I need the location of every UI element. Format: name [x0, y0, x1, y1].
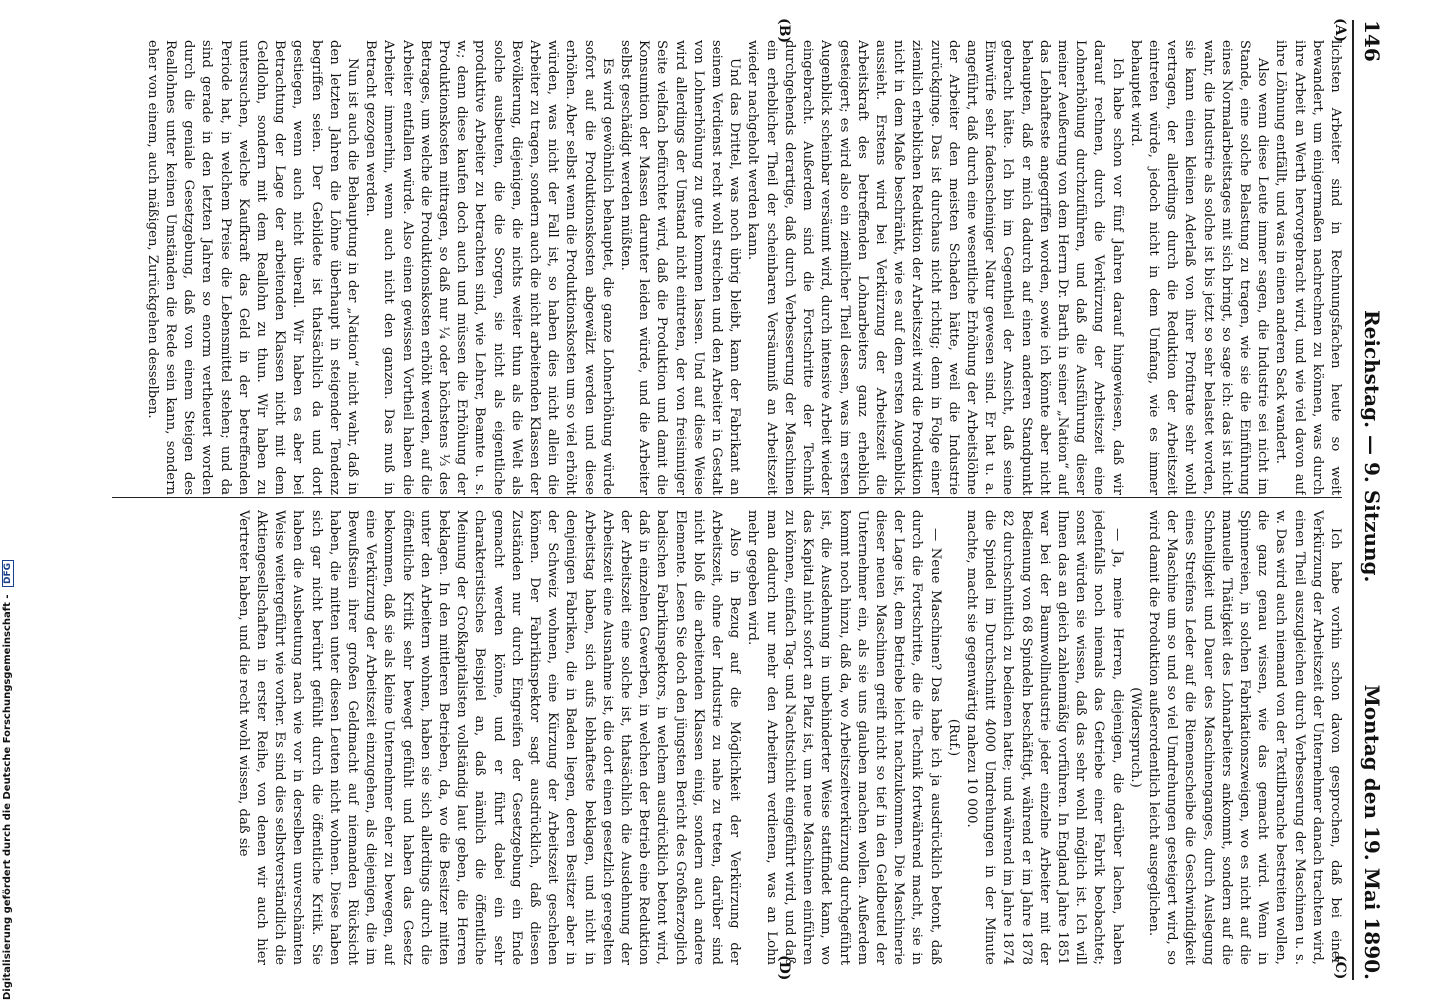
paragraph: Und das Drittel, was noch übrig bleibt, kann der Fabrikant an seinem Verdienst recht wohl streichen und den Arbeiter in Gestalt von Lohnerhöhung zu gute kommen lassen. Und auf diese Weise wird allerdings der Umstand nicht eintreten, der von freisinniger Seite vielfach befürchtet wird, daß die Produktion und damit die Konsumtion der Massen darunter leiden würde, und die Arbeiter selbst geschädigt werden müßten.: [618, 40, 743, 495]
margin-marker-c: (C): [1332, 955, 1348, 980]
header-rule: [1352, 20, 1354, 980]
interjection: (Widerspruch.): [1127, 687, 1143, 788]
left-column: [114, 40, 1344, 495]
credit-text: Digitalisierung gefördert durch die Deutsche Forschungsgemeinschaft -: [2, 594, 13, 1000]
paragraph: Nun ist auch die Behauptung in der „Nation“ nicht wahr, daß in den letzten Jahren die Löhne überhaupt in steigender Tendenz begriffen seien. Der Gebildete ist thatsächlich da und dort gestiegen, wenn auch nicht überall. Wir haben es aber bei Betrachtung der Lage der arbeitenden Klassen nicht mit dem Geldlohn, sondern mit dem Reallohn zu thun. Wir haben zu untersuchen, welche Kaufkraft das Geld in der betreffenden Periode hat, in welchem Preise die Lebensmittel stehen; und da sind gerade in den letzten Jahren so enorm vertheuert worden durch die geniale Gesetzgebung, daß von einem Steigen des Reallohnes unter keinen Umständen die Rede sein kann, sondern eher von einem, auch mäßigen, Zurückgehen desselben.: [144, 40, 361, 495]
digitization-credit: [2, 562, 18, 1000]
column-rule: [112, 497, 1342, 498]
paragraph: Also in Bezug auf die Möglichkeit der Verkürzung der Arbeitszeit, ohne der Industrie zu nahe zu treten, darüber sind nicht bloß die arbeitenden Klassen einig, sondern auch andere Elemente. Lesen Sie doch den jüngsten Bericht des Großherzoglich badischen Fabrikinspektors, in welchem ausdrücklich betont wird, daß in einzelnen Gewerben, in welchen der Betrieb eine Reduktion der Arbeitszeit eine solche ist, thatsächlich die Ausdehnung der Arbeitszeit eine Ausnahme ist, die dort einen gesetzlich geregelten Arbeitstag haben, sich aufs lebhafteste beklagen, und nicht in denjenigen Fabriken, die in Baden liegen, deren Besitzer aber in der Schweiz wohnen, eine Kürzung der Arbeitszeit geschehen können. Der Fabrikinspektor sagt ausdrücklich, daß diesen Zuständen nur durch Eingreifen der Gesetzgebung ein Ende gemacht werden könne, und er führt dabei ein sehr charakteristisches Beispiel an, daß nämlich die öffentliche Meinung der Großkapitalisten vollständig laut geben, die Herren beklagen. In den mittleren Betrieben, da, wo die Besitzer mitten unter den Arbeitern wohnen, haben sie sich allerdings durch die öffentliche Kritik sehr bewegt gefühlt und haben das Gesetz bekommen, daß sie als kleine Unternehmer eher zu bewegen, auf eine Verkürzung der Arbeitszeit einzugehen, als diejenigen, die im Bewußtsein ihrer großen Geldmacht auf niemanden Rücksicht haben, die mitten unter diesen Leuten nicht wohnen. Diese haben sich gar nicht berührt gefühlt durch die öffentliche Kritik. Sie haben die Ausbeutung nach wie vor in derselben unverschämten Weise weitergeführt wie vorher. Es sind dies selbstverständlich die Aktiengesellschaften in erster Reihe, von denen wir auch hier Vertreter haben, und die recht wohl wissen, daß sie: [235, 510, 743, 965]
margin-marker-b: (B): [776, 18, 792, 44]
paragraph: lichsten Arbeiter sind in Rechnungsfachen heute so weit bewandert, um einigermaßen nachrechnen zu können, was durch ihre Arbeit an Werth hervorgebracht wird, und wie viel davon auf ihre Löhnung entfällt, und was in einen anderen Sack wandert.: [1273, 40, 1343, 495]
session-date: Montag den 19. Mai 1890.: [1360, 684, 1384, 980]
paragraph: Es wird gewöhnlich behauptet, die ganze Lohnerhöhung würde sofort auf die Produktionskosten abgewälzt werden und diese erhöhen. Aber selbst wenn die Produktionskosten um so viel erhöht würden, was nicht der Fall ist, so haben dies nicht allein die Arbeiter zu tragen, sondern auch die nicht arbeitenden Klassen der Bevölkerung, diejenigen, die nichts weiter thun als die Welt als solche ausbeuten, die die Sorgen, sie nicht als eigentliche produktive Arbeiter zu betrachten sind, wie Lehrer, Beamte u. s. w.; denn diese kaufen doch auch und müssen die Erhöhung der Produktionskosten mittragen, so daß nur ¼ oder höchstens ⅓ des Betrages, um welche die Produktionskosten erhöht werden, auf die Arbeiter entfallen würde. Also einen gewissen Vortheil haben die Arbeiter immerhin, wenn auch nicht den ganzen. Das muß in Betracht gezogen werden.: [363, 40, 615, 495]
margin-marker-d: (D): [776, 955, 792, 981]
paragraph: Ich habe schon vor fünf Jahren darauf hingewiesen, daß wir darauf rechnen, durch die Verkürzung der Arbeitszeit eine Lohnerhöhung durchzuführen, und daß die Ausführung dieser meiner Aeußerung von dem Herrn Dr. Barth in seiner „Nation“ auf das Lebhafteste angegriffen worden, sowie ich könnte aber nicht behaupten, daß er mich dadurch auf einen anderen Standpunkt gebracht hätte. Ich bin im Gegentheil der Ansicht, daß seine Einwürfe sehr fadenscheiniger Natur gewesen sind. Er hat u. a. angeführt, daß durch eine wesentliche Erhöhung der Arbeitslöhne der Arbeiter den meisten Schaden hätte, weil die Industrie zurückginge. Das ist durchaus nicht richtig; denn in Folge einer ziemlich erheblichen Reduktion der Arbeitszeit wird die Produktion nicht in dem Maße beschränkt, wie es auf dem ersten Augenblick aussieht. Erstens wird bei Verkürzung der Arbeitszeit die Arbeitskraft des betreffenden Lohnarbeiters ganz erheblich gesteigert; es wird also ein ziemlicher Theil dessen, was im ersten Augenblick scheinbar versäumt wird, durch intensive Arbeit wieder eingebracht. Außerdem sind die Fortschritte der Technik durchgehends derartige, daß durch Verbesserung der Maschinen ein erheblicher Theil der scheinbaren Versäumniß an Arbeitszeit wieder nachgeholt werden kann.: [745, 40, 1125, 495]
paragraph: — Neue Maschinen? Das habe ich ja ausdrücklich betont, daß durch die Fortschritte, die die Technik fortwährend macht, sie in der Lage ist, dem Betriebe leicht nachzukommen. Die Maschinerie dieser neuen Maschinen greift nicht so tief in den Geldbeutel der Unternehmer ein, als sie uns glauben machen wollen. Außerdem kommt noch hinzu, daß da, wo Arbeitszeitverkürzung durchgeführt ist, die Ausdehnung in unbehinderter Weise stattfindet kann, wo das Kapital nicht sofort an Platz ist, um neue Maschinen einführen zu können, einfach Tag- und Nachtschicht eingeführt wird, und daß man dadurch nur mehr den Arbeitern verdienen, was an Lohn mehr gegeben wird.: [745, 510, 943, 965]
rotated-page-content: [102, 20, 1392, 980]
dfg-logo: DFG: [2, 560, 14, 587]
page-header: [1352, 20, 1392, 980]
page-number: 146: [1360, 20, 1384, 62]
paragraph: Also wenn diese Leute immer sagen, die Industrie sei nicht im Stande, eine solche Belastung zu tragen, wie sie die Einführung eines Normalarbeitstages mit sich bringt, so sage ich: das ist nicht wahr, die Industrie als solche ist bis jetzt so sehr belastet worden, sie kann einen kleinen Aderlaß von ihrer Profitrate sehr wohl vertragen, der allerdings durch die Reduktion der Arbeitszeit eintreten würde, jedoch nicht in dem Umfang, wie es immer behauptet wird.: [1127, 40, 1271, 495]
paragraph: — Ja, meine Herren, diejenigen, die darüber lachen, haben jedenfalls noch niemals das Getriebe einer Fabrik beobachtet; sonst würden sie wissen, daß das sehr wohl möglich ist. Ich will Ihnen das an gleich zahlenmäßig vorführen. In England Jahre 1851 war bei der Baumwollindustrie jeder einzelne Arbeiter mit der Bedienung von 68 Spindeln beschäftigt, während er im Jahre 1878 82 durchschnittlich zu bedienen hatte; und während im Jahre 1874 die Spindel im Durchschnitt 4000 Umdrehungen in der Minute machte, macht sie gegenwärtig nahezu 10 000.: [963, 510, 1125, 965]
page-title: Reichstag. — 9. Sitzung.: [1360, 310, 1384, 583]
right-column: [114, 510, 1344, 965]
paragraph: Ich habe vorhin schon davon gesprochen, daß bei einer Verkürzung der Arbeitszeit der Unternehmer danach trachten wird, einen Theil auszugleichen durch Verbesserung der Maschinen u. s. w. Das wird auch niemand von der Textilbranche bestreiten wollen, die ganz genau wissen, wie das gemacht wird. Wenn in Spinnereien, in solchen Fabrikationszweigen, wo es nicht auf die manuelle Thätigkeit des Lohnarbeiters ankommt, sondern auf die Schnelligkeit und Dauer des Maschinenganges, durch Auslegung eines Streifens Leder auf die Riemenscheibe die Geschwindigkeit der Maschine um so und so viel Umdrehungen gesteigert wird, so wird damit die Produktion außerordentlich leicht ausgeglichen.: [1145, 510, 1343, 965]
interjection: (Ruf.): [945, 718, 961, 757]
margin-marker-a: (A): [1332, 18, 1348, 43]
